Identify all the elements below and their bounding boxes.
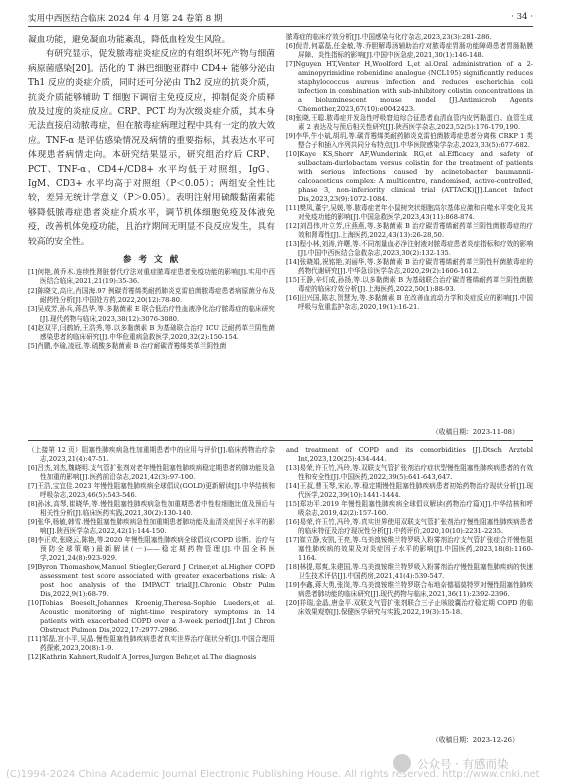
header-rule — [28, 26, 533, 27]
reference-item: [12]Kathrin Kahnert,Rudolf A Jorres,Jurgen Behr,et al.The diagnosis — [28, 653, 257, 661]
received-date: （收稿日期：2023-11-08） — [432, 428, 519, 436]
reference-item: [13]程小林,刘涛,许曙,等.不同剂量血必净注射液对脓毒症患者炎症指标和疗效的影响[J].中国中西医结合急救杂志,2023,30(2):132-135. — [286, 240, 533, 257]
body-paragraph: 凝血功能，避免凝血功能紊乱，降低血栓发生风险。 — [28, 35, 231, 45]
reference-item: [16]易荣,许玉竹,冯玲,等.真实世界使用双联支气管扩张剂治疗慢性阻塞性肺疾病患者的临床特征及治疗现况性分析[J].中药评价,2020,10(10):2231-2235. — [286, 518, 533, 535]
reference-item: [11]邹磊,宫小平,吴晶.慢性阻塞性肺疾病患者真实世界治疗现状分析[J].中国合理用药探索,2023,20(8):1-9. — [28, 635, 275, 652]
reference-item: [10]Tobias Boeselt,Johannes Kroenig,Theresa-Sophie Lueders,et al. Acoustic monitoring of night-time respiratory symptoms in 14 patients with exacerbated COPD over a 3-week period[J].Int J Chron Obstruct Pulmon Dis,2022,17:2977-2986. — [28, 599, 275, 634]
top-left-column — [28, 33, 275, 428]
references-heading: 参 考 文 献 — [122, 255, 181, 266]
reference-item: [5]肖鹏,李瑜,凌冠,等.硫酸多黏菌素 B 治疗耐碳青霉烯类革兰阴性菌 — [28, 342, 227, 351]
reference-item: [4]赵双平,闫鹤娇,王浩秀,等.以多黏菌素 B 为基础联合治疗 ICU 泛耐药革兰阴性菌感染患者的临床研究[J].中华危重病急救医学,2020,32(2):150-154. — [28, 323, 275, 342]
bottom-right-column — [286, 446, 533, 714]
reference-item: [2]陈晓文,高庄,肖国海.97 例碳青霉烯类耐药肺炎克雷伯菌脓毒症患者病原菌分布及耐药性分析[J].中国处方药,2022,20(12):78-80. — [28, 286, 275, 304]
reference-item: [17]崔立静,安凯,王亮,等.乌美溴铵维兰特罗吸入粉雾剂治疗支气管扩张症合并慢性阻塞性肺疾病的效果及对炎症因子水平的影响[J].中国医药,2023,18(8):1160-1164. — [286, 536, 533, 562]
bottom-left-column — [28, 446, 275, 742]
received-date: （收稿日期：2023-12-26） — [432, 736, 519, 744]
reference-item: [10]Kaye KS,Shorr AF,Wunderink RG,et al.Efficacy and safety of sulbactam-durlobactam versus colistin for the treatment of patients with serious infections caused by acinetobacter baumannii-calcoaceticus complex: A multicentre, randomised, active-controlled, phase 3, non-inferiority clinical trial (ATTACK)[J].Lancet Infect Dis,2023,23(9):1072-1084. — [286, 150, 533, 203]
reference-item: [14]张晓娟,祝铭艳,刘丽华,等.多黏菌素 B 治疗碳青霉烯耐药革兰阴性杆菌脓毒症的药物代谢研究[J].中华急诊医学杂志,2020,29(2):1606-1612. — [286, 258, 533, 275]
reference-item: [9]李华,牛小斌,胡玥,等.碳青霉烯类耐药肺炎克雷伯菌脓毒症患者分离株 CRKP 1 类整合子和插入序列共同分布特点[J].中华医院感染学杂志,2023,33(5):677-682. — [286, 132, 533, 149]
reference-item: 脓毒症的临床疗效分析[J].中国感染与化疗杂志,2023,23(3):281-286. — [286, 33, 492, 41]
running-header — [28, 10, 533, 26]
reference-item: and treatment of COPD and its comorbidities [J].Dtsch Arztebl Int,2023,120(25):434-444. — [286, 446, 533, 463]
reference-item: [3]吴成芳,孙兵,蒋昌华,等.多黏菌素 E 联合低治疗性血液净化治疗脓毒症的临床研究[J].现代药物与临床,2023,38(12):3076-3080. — [28, 305, 275, 323]
reference-item: [19]李鑫,蒋大勇,张岗,等.乌美溴铵维兰特罗联合布地奈德福莫特罗对慢性阻塞性肺疾病患者肺功能的临床研究[J].现代药物与临床,2021,36(11):2392-2396. — [286, 581, 533, 598]
body-paragraph: 有研究显示，促发脓毒症炎症反应的有组织坏死产物与细菌病原菌感染[20]。活化的 T 淋巴细胞亚群中 CD4+ 能够分泌由 Th1 反应的炎症介质，同时还可分泌由 Th2 反应的抗炎介质，抗炎介质能够辅助 T 细胞下调宿主免疫反应，抑制促炎介质释放及过度的炎症反应。CRP、PCT 均为次级炎症介质，其本身无法直接启动脓毒症，但在脓毒症病理过程中具有一定的放大效应。TNF-α 是评估感染情况及病情的重要指标，其表达水平可体现患者病情走向。本研究结果显示，研究组治疗后 CRP、PCT、TNF-α、CD4+/CD8+ 水平均低于对照组，IgG、IgM、CD3+ 水平均高于对照组（P＜0.05）；两组安全性比较，差异无统计学意义（P＞0.05）。表明注射用硫酸黏菌素能够降低脓毒症患者炎症介质水平，调节机体细胞免疫及体液免疫，改善机体免疫功能，且治疗期间无明显不良反应发生，具有较高的安全性。 — [28, 49, 275, 247]
reference-item: [6]倪青,何嘉磊,任金敏,等.乔胆解毒汤辅助治疗对脓毒症胃肠功能障碍患者胃肠黏膜屏障、炎性指标的影响[J].中国中医急症,2021,30(1):146-148. — [286, 42, 533, 59]
reference-item: [8]张晓,王聪.脓毒症并发急性呼吸窘迫综合征患者血清血管内皮钙黏蛋白、血管生成素 2 表达及与预后相关性研究[J].陕西医学杂志,2023,52(5):176-179,190. — [286, 114, 533, 131]
reference-item: [15]王静,辛灯成,孙扬,等.以多黏菌素 B 为基础联合治疗碳青霉烯耐药革兰阴性菌脓毒症的临床疗效分析[J].上海医药,2022,50(1):88-93. — [286, 276, 533, 293]
reference-item: （上接第 12 页）阻塞性肺疾病急性加重期患者中的应用与评价[J].临床药物治疗杂志,2023,21(4):47-51. — [28, 446, 275, 463]
reference-item: [18]林提,郑爽,朱建国,等.乌美溴铵维兰特罗吸入粉雾剂治疗慢性阻塞性肺疾病的快速卫生技术评估[J].中国药房,2021,41(4):539-547. — [286, 563, 533, 580]
reference-item: [11]樊凤,董宁,吴媛,等.脓毒症老年小鼠树突状细胞高尔基体应激和自噬水平变化及其对免疫功能的影响[J].中国急救医学,2023,43(11):868-874. — [286, 204, 533, 221]
references-left — [28, 268, 275, 352]
reference-item: [9]Byron Thomashow,Manuel Stiegler,Gerard J Criner,et al.Higher COPD assessment test score associated with greater exacerbations risk: A post hoc analysis of the IMPACT trial[J].Chronic Obstr Pulm Dis,2022,9(1):68-79. — [28, 563, 275, 598]
reference-item: [7]王浩,宝宜佳.2023 年慢性阻塞性肺疾病全球倡议(GOLD)更新解读[J].中华结核和呼吸杂志,2023,46(5):543-546. — [28, 482, 275, 499]
section-divider — [28, 440, 533, 441]
reference-item: [13]易荣,许玉竹,冯玲,等.双联支气管扩张剂治疗症状型慢性阻塞性肺疾病患者的有效性和安全性[J].中国医药,2022,39(5):641-643,647. — [286, 464, 533, 481]
reference-item: [20]祥瑞,金晶,唐金平.双联支气管扩张剂联合三子止咳胶囊治疗稳定期 COPD 的临床效果观察[J].保健医学研究与实践,2022,19(3):15-18. — [286, 599, 533, 616]
top-right-column — [286, 33, 533, 423]
reference-item: [7]Nguyen HT,Venter H,Woolford L,et al.Oral administration of a 2-aminopyrimidine robenidine analogue (NCL195) significantly reduces staphylococcus aureus infection and reduces escherichia coli infection in combination with sub-inhibitory colistin concentrations in a bioluminescent mouse model [J].Antimicrob Agents Chemother,2023,67(10):e0042423. — [286, 60, 533, 113]
reference-item: [1]何艳,黄乔木.连续性肾脏替代疗法对重症脓毒症患者免疫功能的影响[J].实用中西医结合临床,2021,21(19):35-36. — [28, 268, 275, 286]
reference-item: [6]吕杰,刘杰,魏晓明.支气管扩张剂对老年慢性阻塞性肺疾病稳定期患者的肺功能及急性加重的影响[J].医药前沿杂志,2021,42(3):97-100. — [28, 464, 275, 481]
reference-item: [12]刘昌伟,叶立芳,庄燕燕,等.多黏菌素 B 治疗碳青霉烯耐药革兰阴性菌脓毒症的疗效和肾毒性[J].上海医药,2022,43(13):26-28,50. — [286, 222, 533, 239]
reference-item: [8]孙冰,高琴,崔晓华,等.慢性阻塞性肺疾病急性加重期患者中性粒细胞比值及预后与相关性分析[J].临床医药实践,2021,30(2):130-140. — [28, 500, 275, 517]
journal-title: 实用中西医结合临床 2024 年 4 月第 24 卷第 8 期 — [28, 14, 223, 24]
reference-item: [8]李正欢,张晓云,陈艳,等.2020 年慢性阻塞性肺疾病全球倡议(COPD 诊断、治疗与预防全球策略)最新解读(一)——稳定期药物管理[J].中国全科医学,2021,24(8):923-929. — [28, 536, 275, 562]
reference-item: [15]郑功平.2019 年慢性阻塞性肺疾病全球倡议解读(药物治疗篇)[J].中华结核和呼吸杂志,2019,42(2):157-160. — [286, 500, 533, 517]
body-text — [28, 33, 275, 249]
reference-item: [16]田兴国,陈志,贺慧为,等.多黏菌素 B 在改善血流动力学和炎症反应的影响[J].中国呼吸与危重监护杂志,2020,19(1):16-21. — [286, 294, 533, 311]
copyright-footer: (C)1994-2024 China Academic Journal Electronic Publishing House. All rights reserved. http://www.cnki.net — [6, 769, 540, 780]
watermark-text: 公众号 · 有感而染 — [417, 757, 509, 771]
reference-item: [14]王叔,曹玉琴,宋沁,等.稳定期慢性阻塞性肺疾病患者初始药物治疗现状分析[J].现代医学,2022,39(10):1441-1444. — [286, 482, 533, 499]
reference-item: [9]张华,杨敏,韩雪.慢性阻塞性肺疾病急性加重期患者肺功能及血清炎症因子水平的影响[J].陕西医学杂志,2022,42(1):144-150. — [28, 518, 275, 535]
page-number: · 34 · — [511, 12, 533, 22]
